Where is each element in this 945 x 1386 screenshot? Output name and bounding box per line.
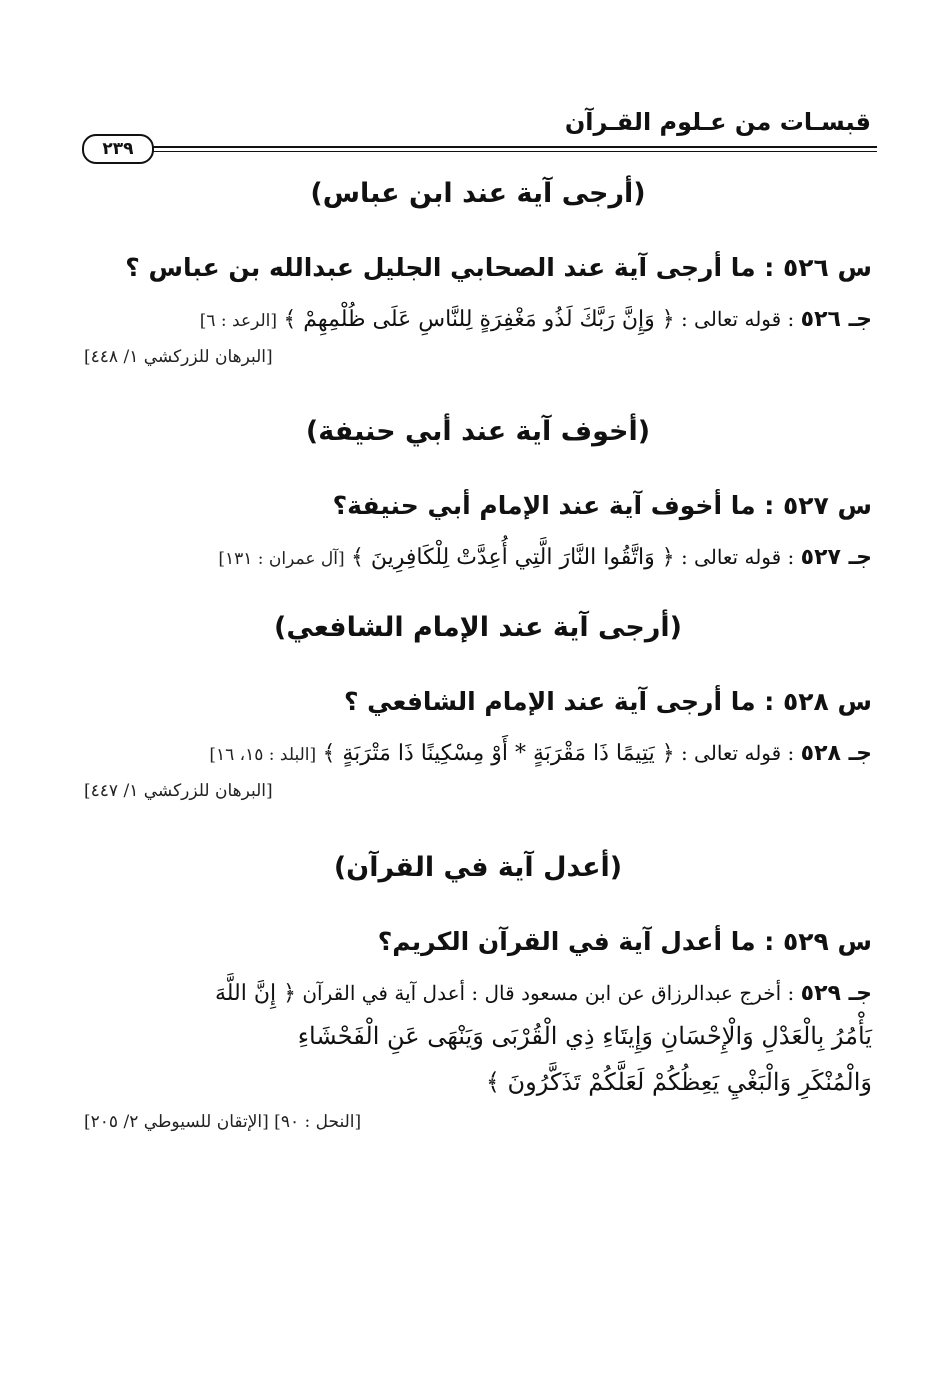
source-citation: [النحل : ٩٠] [الإتقان للسيوطي ٢/ ٢٠٥] [84,1112,362,1132]
question-text: : ما أرجى آية عند الإمام الشافعي ؟ [343,687,775,716]
answer-intro: : أخرج عبدالرزاق عن ابن مسعود قال : أعدل آية في القرآن [302,981,795,1005]
question-label: س ٥٢٧ [783,491,872,520]
section-heading: (أرجى آية عند الإمام الشافعي) [274,612,682,643]
section-heading: (أعدل آية في القرآن) [333,852,623,883]
answer-line [84,974,872,1013]
question-text: : ما أخوف آية عند الإمام أبي حنيفة؟ [332,491,775,520]
quran-verse-line: يَأْمُرُ بِالْعَدْلِ وَالْإِحْسَانِ وَإِيتَاءِ ذِي الْقُرْبَى وَيَنْهَى عَنِ الْفَحْشَاءِ [297,1022,872,1050]
answer-label: جـ ٥٢٩ [800,981,872,1006]
verse-reference: [آل عمران : ١٣١] [218,549,345,569]
source-citation: [البرهان للزركشي ١/ ٤٤٧] [84,781,273,801]
page-header [82,108,877,168]
section-heading: (أرجى آية عند ابن عباس) [310,178,646,209]
question-label: س ٥٢٦ [783,253,872,282]
question [84,486,872,526]
verse-reference: [الرعد : ٦] [199,311,278,331]
header-rule [152,146,877,152]
section-529 [84,848,872,1135]
question-text: : ما أعدل آية في القرآن الكريم؟ [377,927,775,956]
answer [84,734,872,804]
quran-verse: ﴿ وَإِنَّ رَبَّكَ لَذُو مَغْفِرَةٍ لِلنَّاسِ عَلَى ظُلْمِهِمْ ﴾ [283,307,675,332]
answer-label: جـ ٥٢٦ [800,307,872,332]
answer-label: جـ ٥٢٨ [800,741,872,766]
answer-line [84,734,872,774]
source-citation: [البرهان للزركشي ١/ ٤٤٨] [84,347,273,367]
section-527 [84,412,872,578]
quran-verse: ﴿ وَاتَّقُوا النَّارَ الَّتِي أُعِدَّتْ لِلْكَافِرِينَ ﴾ [350,545,675,570]
source-row [84,1105,872,1135]
quran-verse-start: ﴿ إِنَّ اللَّهَ [214,981,296,1006]
question-label: س ٥٢٩ [783,927,872,956]
question [84,682,872,722]
quran-verse: ﴿ يَتِيمًا ذَا مَقْرَبَةٍ * أَوْ مِسْكِينًا ذَا مَتْرَبَةٍ ﴾ [322,741,675,766]
source-row [84,774,872,804]
answer [84,974,872,1135]
page-number: ٢٣٩ [82,134,154,164]
section-528 [84,608,872,804]
section-526 [84,174,872,370]
question [84,248,872,288]
verse-reference: [البلد : ١٥، ١٦] [209,745,317,765]
answer [84,300,872,370]
answer-intro: : قوله تعالى : [680,307,795,331]
page-content [84,168,872,1135]
quran-verse-line: وَالْمُنْكَرِ وَالْبَغْيِ يَعِظُكُمْ لَعَلَّكُمْ تَذَكَّرُونَ ﴾ [485,1068,872,1096]
question-label: س ٥٢٨ [783,687,872,716]
source-row [84,340,872,370]
answer [84,538,872,578]
answer-intro: : قوله تعالى : [680,545,795,569]
answer-line [84,538,872,578]
answer-line [84,300,872,340]
answer-intro: : قوله تعالى : [680,741,795,765]
section-heading: (أخوف آية عند أبي حنيفة) [305,416,651,447]
answer-label: جـ ٥٢٧ [800,545,872,570]
question [84,922,872,962]
book-title: قبسـات من عـلوم القـرآن [564,108,871,136]
question-text: : ما أرجى آية عند الصحابي الجليل عبدالله بن عباس ؟ [125,253,775,282]
